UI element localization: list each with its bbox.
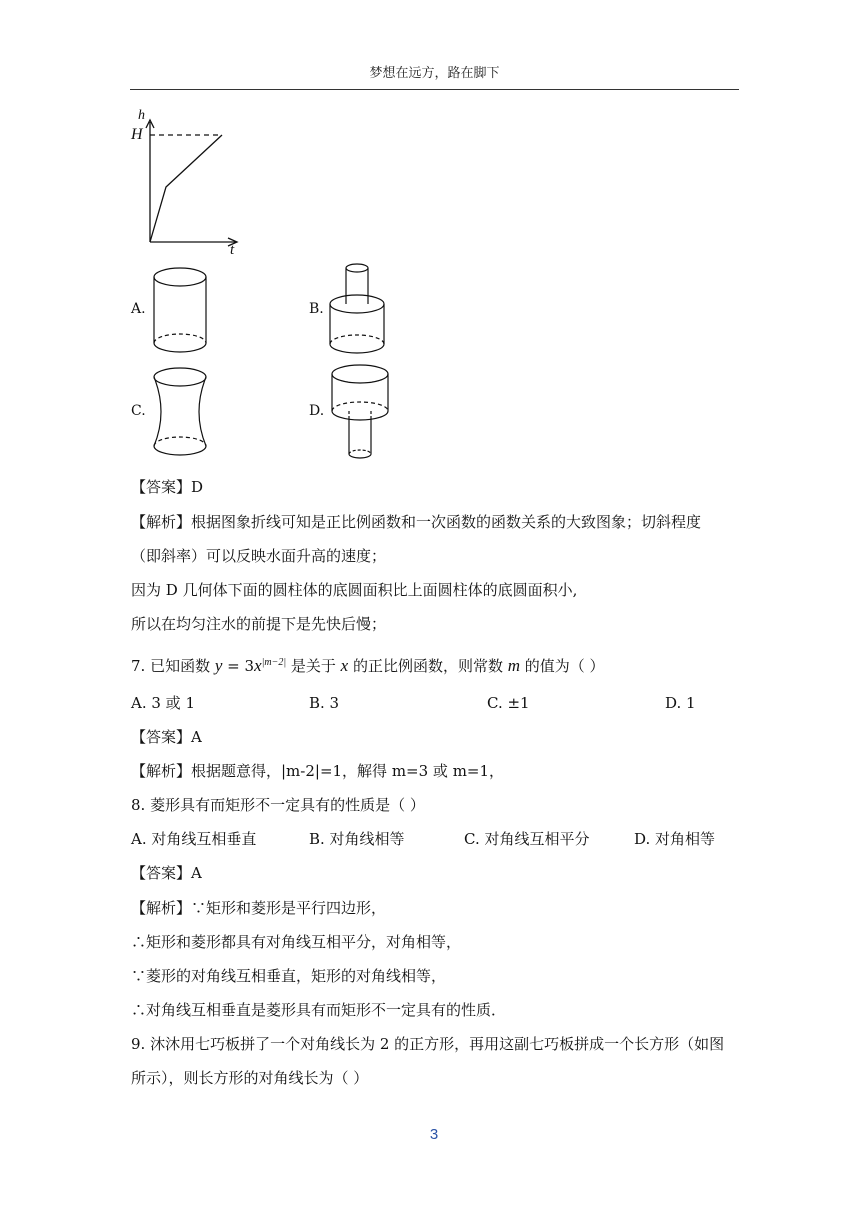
q7-m: m [507,656,520,675]
q8-analysis-line-3: ∵菱形的对角线互相垂直，矩形的对角线相等， [131,967,447,985]
q7-question [131,653,605,676]
graph-level-label: H [131,126,143,143]
q6-analysis-line-1: 【解析】根据图象折线可知是正比例函数和一次函数的函数关系的大致图象；切斜程度 [131,513,702,531]
q6-analysis-line-3: 因为 D 几何体下面的圆柱体的底圆面积比上面圆柱体的底圆面积小, [131,581,578,599]
q7-option-a: A. 3 或 1 [131,694,195,712]
q6-analysis-line-2: （即斜率）可以反映水面升高的速度； [131,547,387,565]
q9-question-line-1: 9. 沐沐用七巧板拼了一个对角线长为 2 的正方形，再用这副七巧板拼成一个长方形（如图 [131,1035,725,1053]
graph-y-label: h [138,108,145,123]
q7-answer: 【答案】A [131,728,202,746]
option-c-label: C. [131,403,146,419]
q8-option-c: C. 对角线互相平分 [464,830,590,848]
q7-exponent: |m−2| [261,657,287,668]
header-motto: 梦想在远方，路在脚下 [369,66,500,81]
q8-option-d: D. 对角相等 [634,830,716,848]
q7-var: x [340,656,349,675]
q8-answer: 【答案】A [131,864,202,882]
q7-option-d: D. 1 [665,694,696,712]
q7-y: y [214,656,223,675]
page-number: 3 [429,1126,439,1143]
q7-middle2: 的正比例函数，则常数 [348,657,508,675]
q9-question-line-2: 所示），则长方形的对角线长为（ ） [131,1069,369,1087]
q7-option-c: C. ±1 [487,694,530,712]
q8-question: 8. 菱形具有而矩形不一定具有的性质是（ ） [131,796,425,814]
option-a-label: A. [131,301,146,317]
q7-middle: 是关于 [286,657,341,675]
q8-analysis-line-2: ∴矩形和菱形都具有对角线互相平分，对角相等， [131,933,462,951]
q7-eq: = 3 [222,657,255,675]
q6-analysis-line-4: 所以在均匀注水的前提下是先快后慢； [131,615,387,633]
q7-suffix: 的值为（ ） [520,657,605,675]
q8-analysis-line-4: ∴对角线互相垂直是菱形具有而矩形不一定具有的性质． [131,1001,507,1019]
header-divider [130,89,739,90]
q6-answer: 【答案】D [131,478,204,496]
option-b-label: B. [309,301,324,317]
q7-prefix: 7. 已知函数 [131,657,215,675]
option-d-label: D. [309,403,325,419]
q8-analysis-line-1: 【解析】∵矩形和菱形是平行四边形， [131,899,387,917]
q7-x: x [254,656,262,675]
q8-option-b: B. 对角线相等 [309,830,405,848]
graph-x-label: t [230,242,235,258]
q7-analysis: 【解析】根据题意得，|m-2|=1，解得 m=3 或 m=1， [131,762,505,780]
q8-option-a: A. 对角线互相垂直 [131,830,257,848]
q7-option-b: B. 3 [309,694,340,712]
